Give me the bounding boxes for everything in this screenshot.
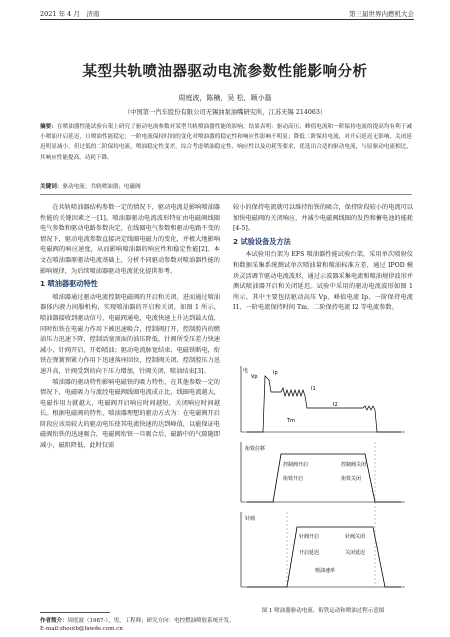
column-2-continuation: 较小的保持电流就可以维持衔铁的吸合，保持阶段较小的电流可以加快电磁阀的关闭响应，并减少电磁阀线圈的发热和蓄电池的能耗[4-5]。	[233, 204, 413, 233]
i1-label: I1	[311, 386, 316, 392]
figure-1-diagram	[233, 362, 413, 602]
footnote-label: 作者简介：	[40, 618, 68, 624]
section-1-heading: 1 喷油器驱动特性	[40, 279, 98, 289]
armature-label: 衔铁位移	[245, 446, 266, 452]
needle-open-label: 针阀开启	[299, 534, 320, 540]
i2-label: I2	[333, 402, 338, 408]
keywords-text: 驱动电流；共轨喷油器；电磁阀	[62, 184, 141, 190]
tm-label: Tm	[287, 418, 295, 424]
header-right: 第三届世界内燃机大会	[349, 10, 414, 18]
authors: 周庭波，陈楠，吴 松，顾小磊	[178, 94, 272, 102]
footnote-email: E-mail:zhoutb@fawde.com.cn	[40, 626, 123, 632]
close-delay-label: 关闭延迟	[345, 550, 366, 556]
intro-paragraph: 在共轨喷油器结构参数一定的情况下，驱动电流是影响喷油器性能的关键因素之一[1]。喷油器驱动电流波形特征由电磁阀线圈电气参数和驱动电路参数决定，在线圈电气参数和驱动电路不变的情况下，驱动电流参数直接决定线圈电磁力的变化，并极大地影响电磁阀的响应速度，从而影响喷油器的响应性和稳定性能[2]。本文在喷油器原驱动电流基础上，分析不同驱动参数对喷油器性能的影响规律，为后续喷油器驱动电流优化提供参考。	[40, 204, 220, 275]
paper-title: 某型共轨喷油器驱动电流参数性能影响分析	[82, 64, 368, 80]
left-column	[40, 203, 220, 452]
running-header	[40, 4, 414, 18]
affiliation: （中国第一汽车股份有限公司无锡油泵油嘴研究所，江苏无锡 214063）	[123, 109, 327, 116]
header-rule	[40, 19, 414, 20]
header-left: 2021 年 4 月 济南	[40, 10, 100, 18]
armature-open-label: 衔铁开启	[283, 476, 304, 482]
injection-rate-label: 喷油速率	[315, 568, 336, 574]
armature-close-label: 衔铁关闭	[341, 476, 362, 482]
right-column	[233, 203, 413, 314]
needle-close-label: 针阀关闭	[345, 534, 366, 540]
needle-label: 针阀	[245, 516, 256, 522]
open-delay-label: 开启延迟	[299, 550, 320, 556]
section-1-paragraph-1: 喷油器通过驱动电流控制电磁阀的开启和关闭，进而通过喷油器体内液力间服机构，实现喷油器的开启和关闭，如图 1 所示，喷油器接收到驱动信号，电磁阀通电，电流快速上升达到最大值，同时衔铁在电磁力作用下被迅速吸合，控制阀打开，控制腔内的燃油压力迅速下降，控制活塞顶面的油压降低，针阀所受压差力快速减小，针阀开启，开始喷油；驱动电流脉宽结束，电磁铁断电，衔铁在弹簧预紧力作用下迅速落座回位，控制阀关闭，控制腔压力迅速升高，针阀受到的向下压力增加，针阀关闭，喷油结束[3]。	[40, 293, 220, 375]
ip-label: Ip	[273, 370, 278, 376]
keywords	[40, 182, 412, 190]
abstract-text: 在喷油器性能试验台架上研究了驱动电流参数对某型共轨喷油器性能的影响。结果表明：驱动高压、峰值电流和一阶保持电流的提高均有利于减小喷油开启延迟，且喷油性能稳定；一阶电流保持时间的变化对喷油器的稳定性和响应性影响不明显；降低二阶保持电流，对开启延迟无影响，关闭延迟明显减小，但过低的二阶保持电流，喷油稳定性变差。综合考虑喷油稳定性、响应性以及功耗等要求，优选出合适的驱动电流，与原驱动电流相比，其响应性能提高，功耗下降。	[40, 124, 412, 161]
footnote-author	[40, 616, 235, 624]
figure-background	[233, 362, 413, 602]
abstract-label: 摘要：	[40, 124, 57, 130]
section-2-heading: 2 试验设备及方法	[233, 236, 291, 246]
section-2-paragraph-1: 本试验用台架为 EFS 喷油器性能试验台架，采用单次喷射仪和数据采集系统测试单次喷油量和喷油标准方差，通过 IPOD 模块灵活调节驱动电流波形，通过示波器采集电流和喷油规律波形并测试喷油器开启和关闭延迟。试验中采用的驱动电流波形如图 1 所示，其中主要包括驱动高压 Vp、峰值电流 Ip、一阶保持电流 I1、一阶电流保持时间 Tm、二阶保持电流 I2 等电流参数。	[233, 251, 413, 312]
abstract-separator	[40, 194, 412, 195]
vp-label: Vp	[251, 374, 258, 380]
keywords-label: 关键词：	[40, 184, 63, 190]
control-open-label: 控制阀开启	[283, 462, 309, 468]
footnote-rule	[40, 612, 110, 613]
figure-1-caption: 图 1 喷油器驱动电流、衔铁运动和喷油过程示意图	[261, 608, 385, 614]
abstract	[40, 122, 412, 163]
control-close-label: 控制阀关闭	[341, 462, 367, 468]
footnote-text: 周庭波（1987-），男，工程师；研究方向：电控燃油喷射系统开发。	[67, 618, 235, 624]
panel-1-label: 电	[243, 368, 249, 374]
section-1-paragraph-2: 喷油器的驱动特性影响电磁铁的吸力特性，在其他参数一定的情况下，电磁吸力与流经电磁阀线圈电流成正比，线圈电流越大，电磁作用力就越大，电磁阀开启响应时间越短，关闭响应时间越长。根据电磁阀的特性，喷油器理想的驱动方式为：在电磁阀开启阶段应该用较大的驱动电压使其电流快速的达到峰值，以能保证电磁阀衔铁的迅速吸合，电磁阀衔铁一旦吸合后，磁路中的气隙随即减小，磁阻降低，此时仅需	[40, 378, 220, 450]
